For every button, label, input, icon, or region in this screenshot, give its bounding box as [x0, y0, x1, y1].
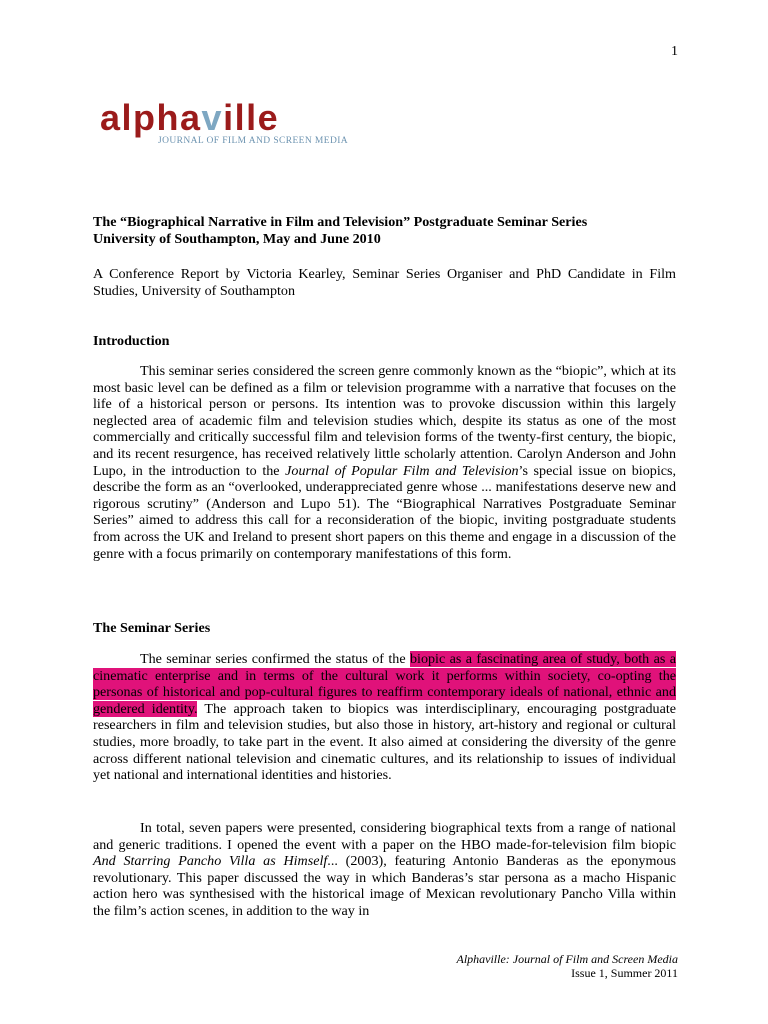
paragraph-introduction: [93, 363, 676, 562]
page-number: 1: [671, 44, 678, 59]
paragraph-papers: [93, 820, 676, 920]
title-line-1: The “Biographical Narrative in Film and Television” Postgraduate Seminar Series: [93, 214, 588, 230]
p3-text-a: In total, seven papers were presented, considering biographical texts from a range of national and generic traditions. I opened the event with a paper on the HBO made-for-television film biopic: [93, 820, 676, 853]
p1-text-b: ’s special issue on biopics, describe the form as an “overlooked, underappreciated genre whose ... manifestations deserve new and rigorous scrutiny” (Anderson and Lupo 51). The “Biographical Narratives Postgraduate Seminar Series” aimed to address this call for a reconsideration of the biopic, inviting postgraduate students from across the UK and Ireland to present short papers on this theme and engage in a discussion of the genre with a focus primarily on contemporary manifestations of this form.: [93, 462, 676, 562]
byline: A Conference Report by Victoria Kearley, Seminar Series Organiser and PhD Candidate in Film Studies, University of Southampton: [93, 266, 676, 299]
p3-text-b: ... (2003), featuring Antonio Banderas as the eponymous revolutionary. This paper discussed the way in which Banderas’s star persona as a macho Hispanic action hero was synthesised with the historical image of Mexican revolutionary Pancho Villa within the film’s action scenes, in addition to the way in: [93, 853, 676, 919]
p3-film-title: And Starring Pancho Villa as Himself: [93, 853, 328, 870]
page-footer: [456, 952, 678, 980]
p2-text-a: The seminar series confirmed the status of the: [140, 651, 410, 667]
p1-journal-title: Journal of Popular Film and Television: [285, 462, 519, 479]
heading-introduction: Introduction: [93, 333, 170, 349]
logo-word-v: v: [201, 97, 224, 138]
footer-issue: Issue 1, Summer 2011: [571, 966, 678, 980]
paragraph-seminar-series: [93, 651, 676, 784]
report-title: [93, 214, 676, 247]
logo-word-prefix: alpha: [100, 97, 202, 138]
logo-word-suffix: ille: [223, 97, 280, 138]
highlighted-text: biopic as a fascinating area of study, both as a cinematic enterprise and in terms of the cultural work it performs within society, co-opting the personas of historical and pop-cultural figures to reaffirm contemporary ideals of national, ethnic and gendered identity.: [93, 651, 677, 717]
logo-subtitle: JOURNAL OF FILM AND SCREEN MEDIA: [158, 136, 349, 146]
logo-wordmark: [100, 97, 360, 138]
p2-text-b: The approach taken to biopics was interdisciplinary, encouraging postgraduate researchers in film and television studies, but also those in history, art-history and regional or cultural studies, more broadly, to take part in the event. It also aimed at considering the diversity of the genre across different national television and cinematic cultures, and its relationship to issues of individual yet national and international identities and histories.: [93, 700, 676, 784]
journal-logo: [100, 97, 360, 152]
p1-text-a: This seminar series considered the screen genre commonly known as the “biopic”, which at its most basic level can be defined as a film or television programme with a narrative that focuses on the life of a historical person or persons. Its intention was to provoke discussion within this largely neglected area of academic film and television studies which, despite its status as one of the most commercially and critically successful film and television forms of the twenty-first century, the biopic, and its recent resurgence, has received relatively little scholarly attention. Carolyn Anderson and John Lupo, in the introduction to the: [93, 363, 676, 479]
title-line-2: University of Southampton, May and June 2010: [93, 230, 381, 247]
footer-journal: Alphaville: Journal of Film and Screen Media: [456, 952, 678, 966]
heading-seminar-series: The Seminar Series: [93, 620, 211, 636]
